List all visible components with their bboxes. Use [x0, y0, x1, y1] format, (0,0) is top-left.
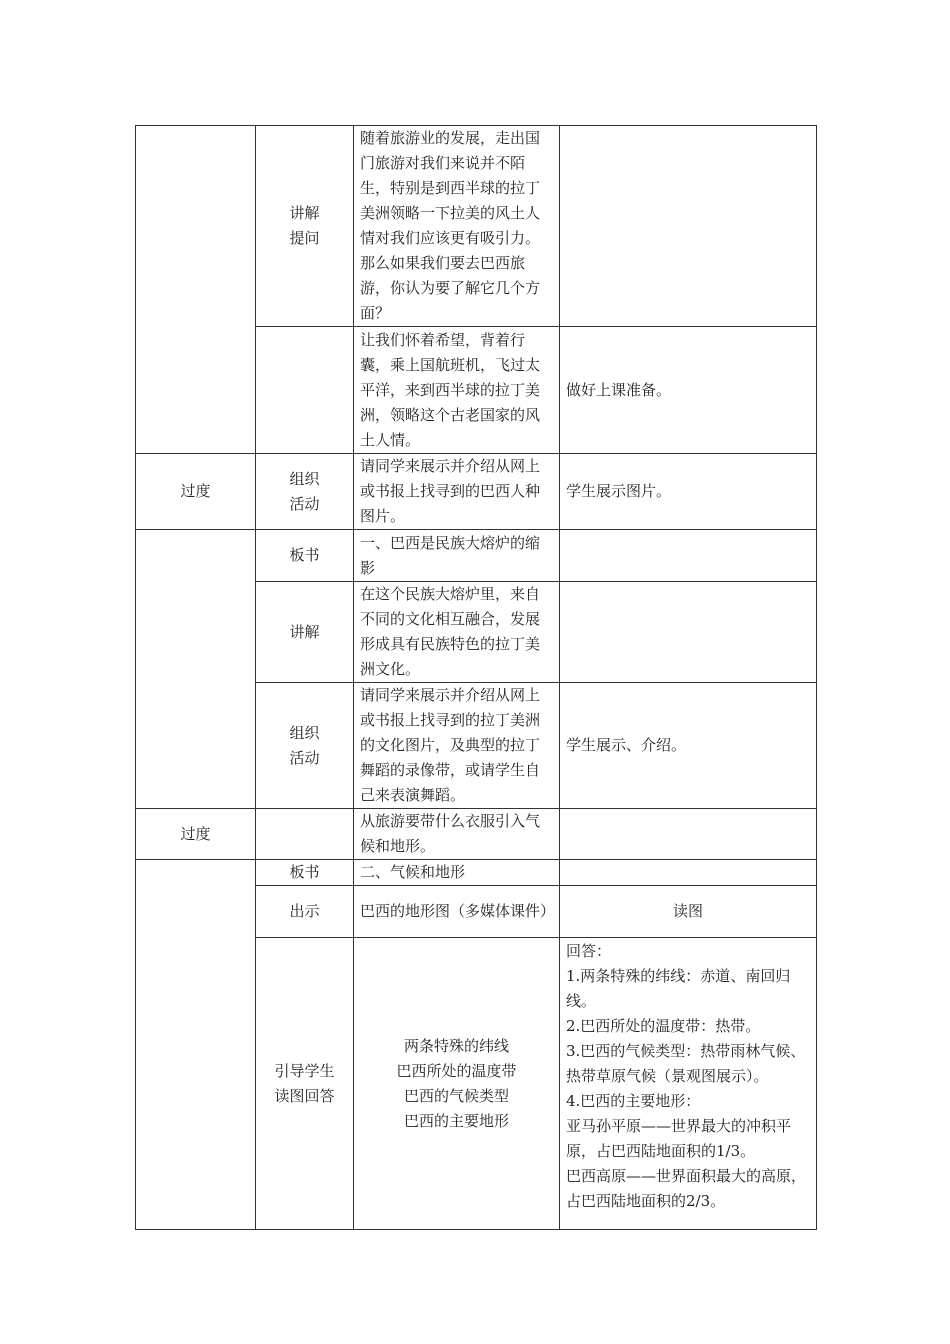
teacher-activity-cell: 让我们怀着希望，背着行囊，乘上国航班机，飞过太平洋，来到西半球的拉丁美洲，领略这个古老国家的风土人情。	[354, 327, 560, 454]
student-activity-cell	[560, 860, 817, 886]
question-item: 巴西的主要地形	[403, 1111, 509, 1130]
student-activity-cell: 学生展示、介绍。	[560, 683, 817, 809]
teacher-activity-cell: 二、气候和地形	[354, 860, 560, 886]
student-activity-cell: 学生展示图片。	[560, 454, 817, 530]
method-cell-empty	[256, 327, 354, 454]
teacher-activity-cell: 一、巴西是民族大熔炉的缩影	[354, 530, 560, 582]
table-row	[136, 454, 817, 530]
table-row	[136, 126, 817, 327]
method-cell: 引导学生 读图回答	[256, 938, 354, 1230]
table-row	[136, 860, 817, 886]
question-item: 两条特殊的纬线	[403, 1036, 509, 1055]
teacher-activity-cell: 从旅游要带什么衣服引入气候和地形。	[354, 809, 560, 860]
answer-item: 4.巴西的主要地形：	[566, 1091, 701, 1110]
method-cell-empty	[256, 809, 354, 860]
method-cell: 出示	[256, 886, 354, 938]
method-cell: 板书	[256, 860, 354, 886]
stage-cell-empty	[136, 126, 256, 454]
stage-cell-empty	[136, 860, 256, 1230]
answer-item: 亚马孙平原——世界最大的冲积平原，占巴西陆地面积的1/3。	[566, 1116, 792, 1160]
method-cell: 板书	[256, 530, 354, 582]
student-activity-cell	[560, 582, 817, 683]
teacher-activity-cell: 随着旅游业的发展，走出国门旅游对我们来说并不陌生，特别是到西半球的拉丁美洲领略一下拉美的风土人情对我们应该更有吸引力。那么如果我们要去巴西旅游，你认为要了解它几个方面？	[354, 126, 560, 327]
student-activity-cell	[560, 530, 817, 582]
answer-item: 1.两条特殊的纬线：赤道、南回归线。	[566, 966, 791, 1010]
method-cell: 讲解 提问	[256, 126, 354, 327]
stage-cell-empty	[136, 530, 256, 809]
teacher-activity-cell	[354, 938, 560, 1230]
stage-cell: 过度	[136, 809, 256, 860]
stage-cell: 过度	[136, 454, 256, 530]
answer-item: 回答：	[566, 941, 612, 960]
answer-item: 2.巴西所处的温度带：热带。	[566, 1016, 761, 1035]
method-cell: 组织 活动	[256, 683, 354, 809]
method-cell: 讲解	[256, 582, 354, 683]
answer-item: 巴西高原——世界面积最大的高原，占巴西陆地面积的2/3。	[566, 1166, 807, 1210]
teacher-activity-cell: 巴西的地形图（多媒体课件）	[354, 886, 560, 938]
answer-list	[566, 939, 810, 1229]
teacher-activity-cell: 在这个民族大熔炉里，来自不同的文化相互融合，发展形成具有民族特色的拉丁美洲文化。	[354, 582, 560, 683]
lesson-plan-table	[135, 125, 817, 1230]
question-item: 巴西的气候类型	[403, 1086, 509, 1105]
table-row	[136, 809, 817, 860]
answer-item: 3.巴西的气候类型：热带雨林气候、热带草原气候（景观图展示）。	[566, 1041, 806, 1085]
student-activity-cell	[560, 809, 817, 860]
table-row	[136, 530, 817, 582]
teacher-activity-cell: 请同学来展示并介绍从网上或书报上找寻到的巴西人种图片。	[354, 454, 560, 530]
student-activity-cell	[560, 126, 817, 327]
student-activity-cell: 做好上课准备。	[560, 327, 817, 454]
student-activity-cell	[560, 938, 817, 1230]
teacher-activity-cell: 请同学来展示并介绍从网上或书报上找寻到的拉丁美洲的文化图片，及典型的拉丁舞蹈的录像带，或请学生自己来表演舞蹈。	[354, 683, 560, 809]
student-activity-cell: 读图	[560, 886, 817, 938]
method-cell: 组织 活动	[256, 454, 354, 530]
question-item: 巴西所处的温度带	[396, 1061, 517, 1080]
